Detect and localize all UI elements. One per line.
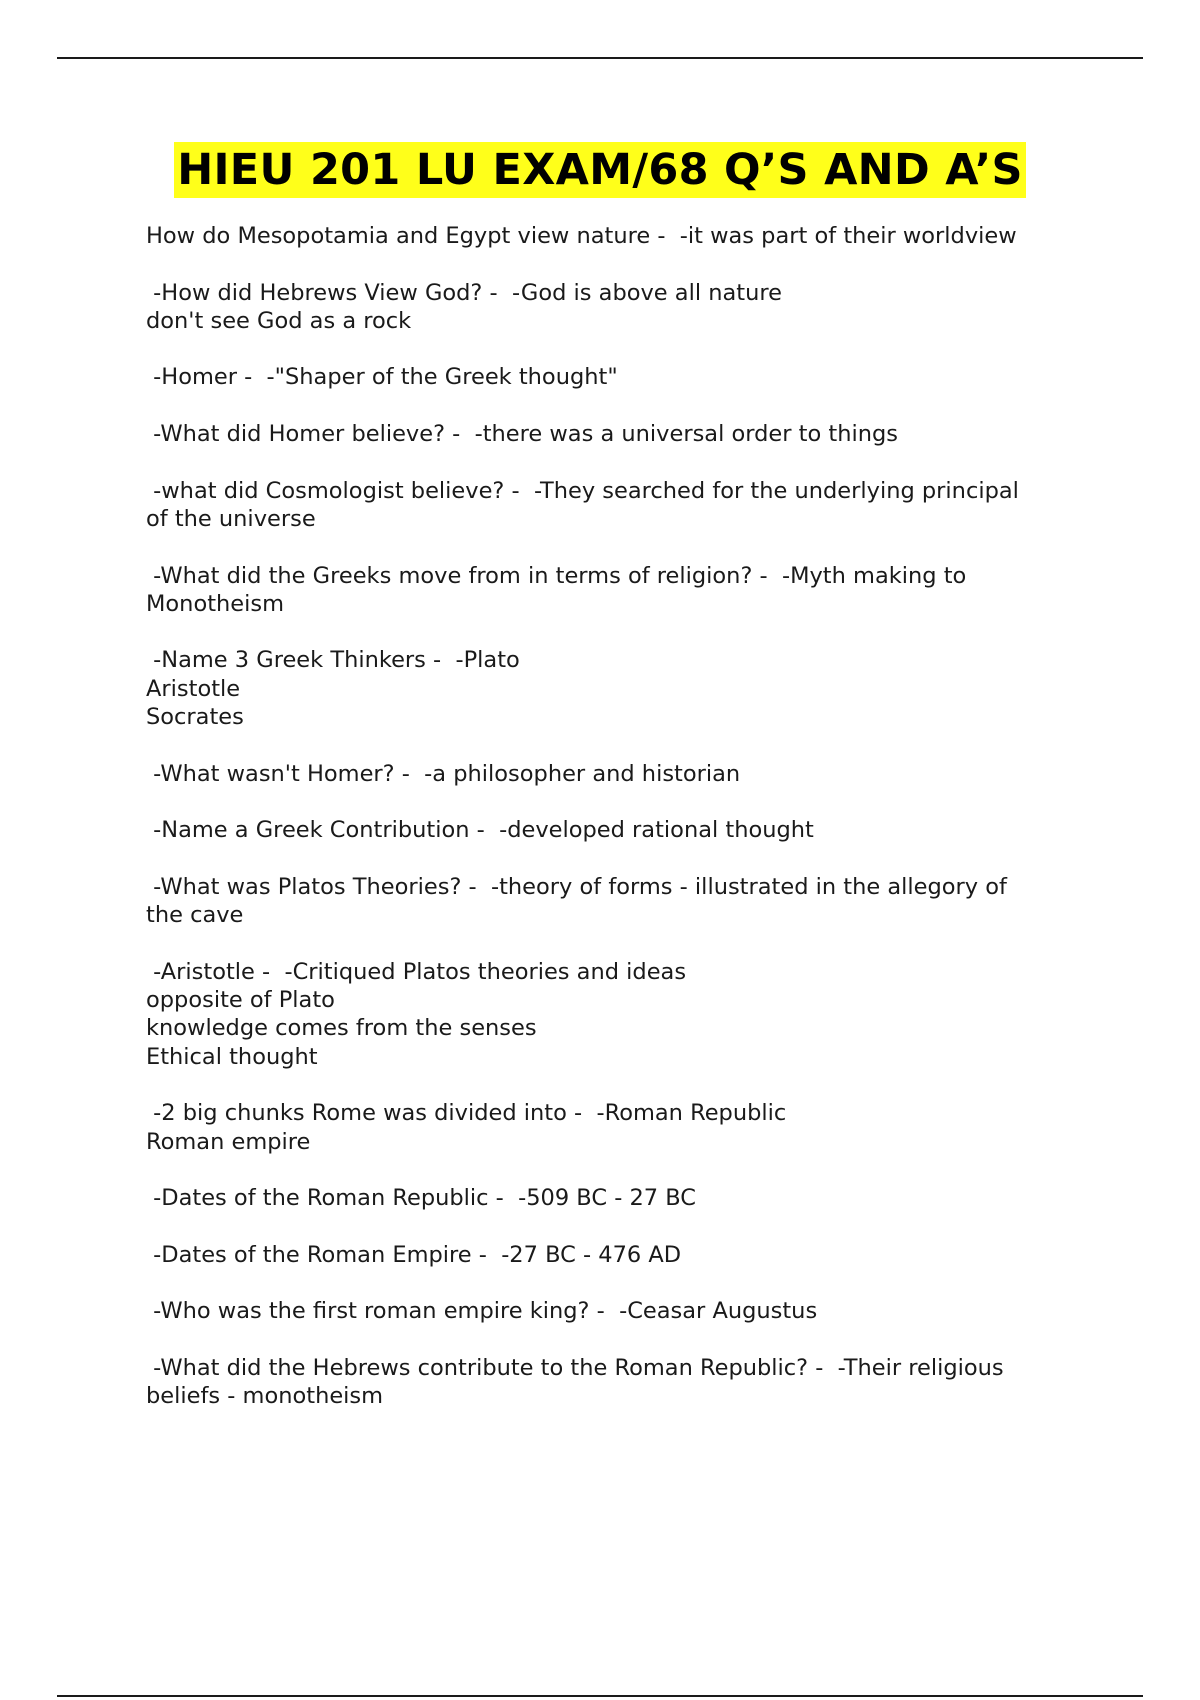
qa-line: -Aristotle - -Critiqued Platos theories and ideas (146, 958, 687, 985)
qa-item (146, 958, 1106, 1071)
qa-line: -What did Homer believe? - -there was a universal order to things (146, 421, 898, 448)
qa-line: the cave (146, 902, 244, 929)
qa-content (146, 222, 1106, 1439)
qa-item (146, 1241, 1106, 1269)
qa-item (146, 1184, 1106, 1212)
qa-line: knowledge comes from the senses (146, 1015, 537, 1042)
qa-line: Monotheism (146, 590, 285, 617)
qa-line: -Dates of the Roman Empire - -27 BC - 476 AD (146, 1241, 682, 1268)
qa-line: opposite of Plato (146, 987, 335, 1014)
qa-line: Roman empire (146, 1128, 311, 1155)
qa-line: -Name 3 Greek Thinkers - -Plato (146, 647, 520, 674)
qa-line: beliefs - monotheism (146, 1383, 384, 1410)
qa-line: -Name a Greek Contribution - -developed rational thought (146, 817, 814, 844)
qa-item (146, 816, 1106, 844)
qa-line: Aristotle (146, 675, 241, 702)
top-divider (57, 57, 1143, 59)
qa-line: -2 big chunks Rome was divided into - -Roman Republic (146, 1100, 787, 1127)
document-title: HIEU 201 LU EXAM/68 Q’S AND A’S (174, 142, 1026, 198)
qa-line: -Who was the first roman empire king? - -Ceasar Augustus (146, 1298, 818, 1325)
qa-line: -How did Hebrews View God? - -God is above all nature (146, 279, 782, 306)
qa-line: don't see God as a rock (146, 307, 412, 334)
qa-item (146, 222, 1106, 250)
qa-line: -what did Cosmologist believe? - -They searched for the underlying principal (146, 477, 1019, 504)
qa-item (146, 873, 1106, 930)
qa-item (146, 363, 1106, 391)
qa-item (146, 562, 1106, 619)
qa-item (146, 477, 1106, 534)
qa-item (146, 420, 1106, 448)
qa-line: -Homer - -"Shaper of the Greek thought" (146, 364, 618, 391)
bottom-divider (57, 1695, 1143, 1697)
qa-line: -What did the Greeks move from in terms of religion? - -Myth making to (146, 562, 967, 589)
qa-item (146, 1354, 1106, 1411)
qa-item (146, 1297, 1106, 1325)
qa-line: Ethical thought (146, 1043, 318, 1070)
qa-line: -Dates of the Roman Republic - -509 BC - 27 BC (146, 1185, 697, 1212)
qa-line: -What was Platos Theories? - -theory of forms - illustrated in the allegory of (146, 873, 1007, 900)
qa-line: -What wasn't Homer? - -a philosopher and historian (146, 760, 741, 787)
qa-item (146, 279, 1106, 336)
qa-line: -What did the Hebrews contribute to the Roman Republic? - -Their religious (146, 1354, 1004, 1381)
qa-line: of the universe (146, 505, 316, 532)
qa-line: How do Mesopotamia and Egypt view nature - -it was part of their worldview (146, 223, 1017, 249)
qa-item (146, 760, 1106, 788)
title-block (0, 142, 1200, 198)
qa-item (146, 646, 1106, 731)
qa-line: Socrates (146, 704, 244, 731)
qa-item (146, 1099, 1106, 1156)
